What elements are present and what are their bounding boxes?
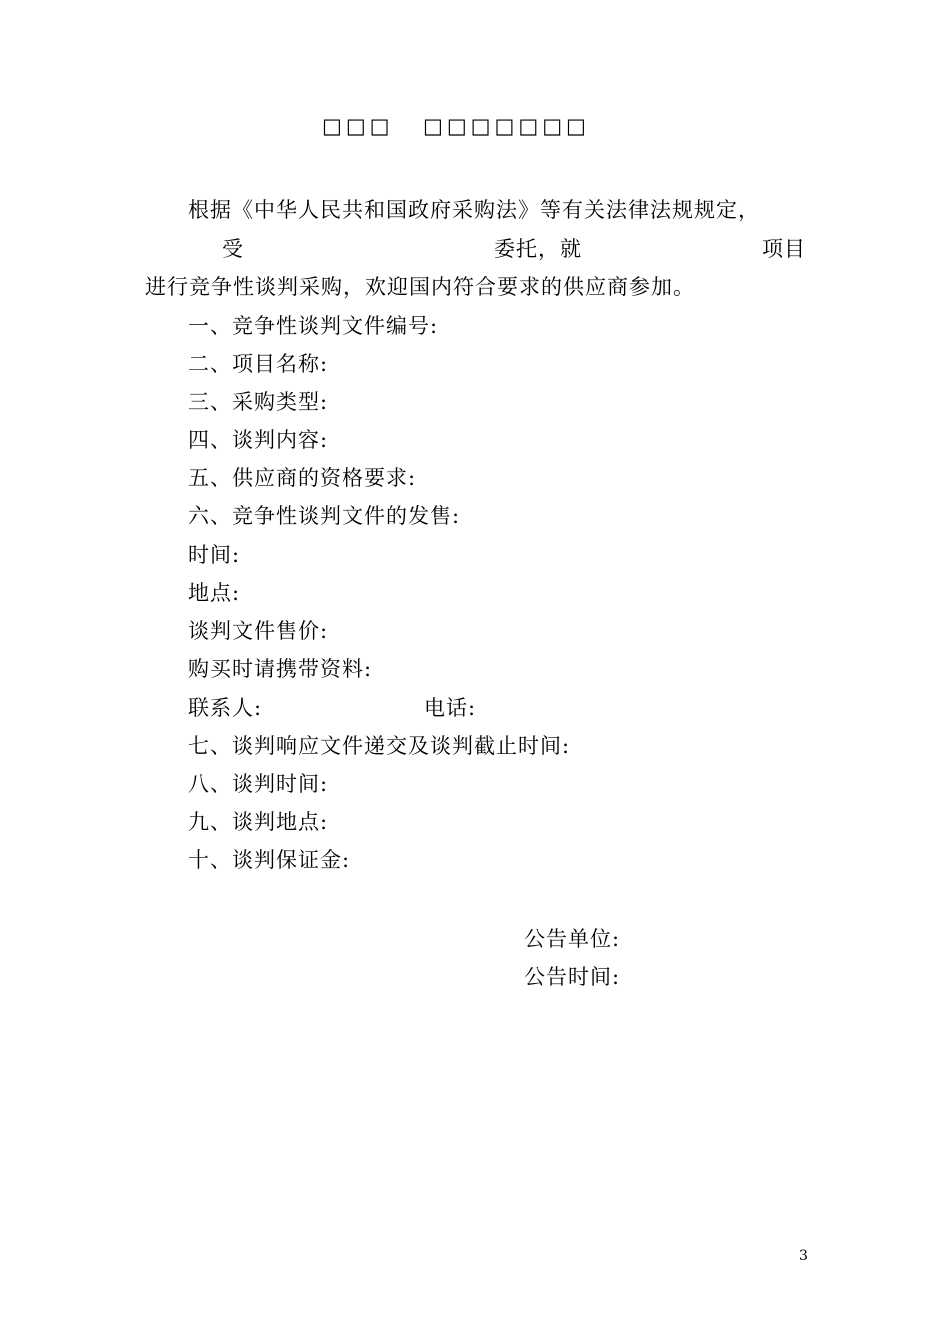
item-procurement-type: 三、采购类型:	[188, 390, 329, 414]
item-document-price: 谈判文件售价:	[188, 619, 329, 643]
intro-line-1: 根据《中华人民共和国政府采购法》等有关法律法规规定，	[188, 198, 760, 222]
item-supplier-qualifications: 五、供应商的资格要求:	[188, 466, 417, 490]
item-document-sale: 六、竞争性谈判文件的发售:	[188, 504, 461, 528]
title-part-1: □□□	[322, 113, 394, 138]
item-negotiation-content: 四、谈判内容:	[188, 428, 329, 452]
item-submission-deadline: 七、谈判响应文件递交及谈判截止时间:	[188, 734, 571, 758]
announcing-unit: 公告单位:	[524, 927, 621, 951]
item-bid-number: 一、竞争性谈判文件编号:	[188, 314, 439, 338]
intro-xiangmu: 项目	[762, 237, 806, 261]
intro-line-3: 进行竞争性谈判采购，欢迎国内符合要求的供应商参加。	[145, 275, 695, 299]
item-time: 时间:	[188, 543, 241, 567]
intro-weituo: 委托，就	[494, 237, 582, 261]
intro-shou: 受	[222, 237, 244, 261]
item-negotiation-time: 八、谈判时间:	[188, 772, 329, 796]
announcement-time: 公告时间:	[524, 965, 621, 989]
item-negotiation-location: 九、谈判地点:	[188, 810, 329, 834]
page-number: 3	[799, 1248, 808, 1264]
contact-person: 联系人:	[188, 696, 263, 720]
item-required-materials: 购买时请携带资料:	[188, 657, 373, 681]
item-location: 地点:	[188, 581, 241, 605]
item-project-name: 二、项目名称:	[188, 352, 329, 376]
title-part-2: □□□□□□□	[423, 113, 590, 138]
contact-phone: 电话:	[424, 696, 477, 720]
item-deposit: 十、谈判保证金:	[188, 848, 351, 872]
